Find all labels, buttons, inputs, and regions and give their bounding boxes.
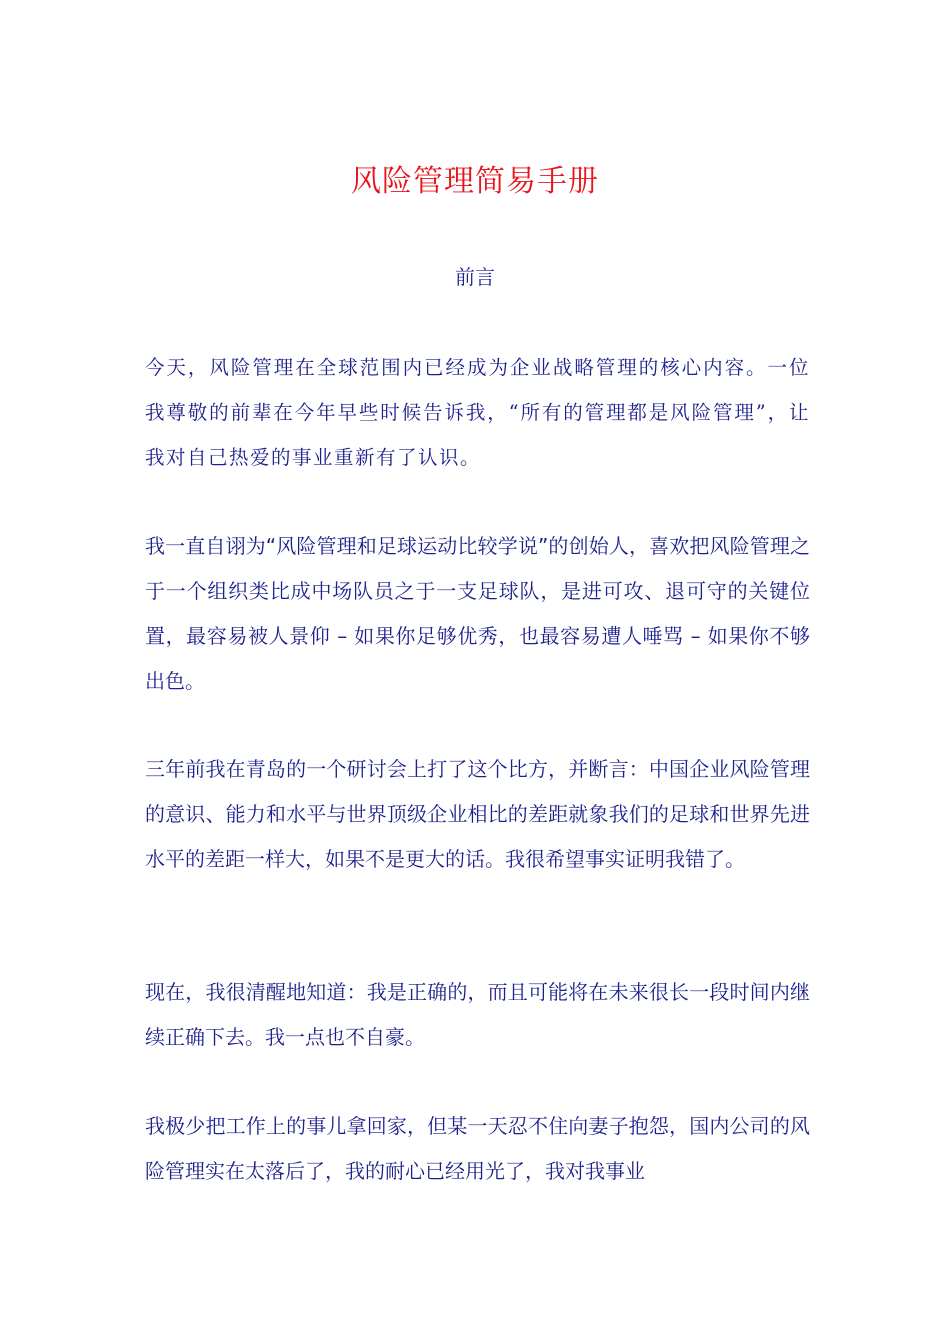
paragraph: 现在，我很清醒地知道：我是正确的，而且可能将在未来很长一段时间内继续正确下去。我一点也不自豪。	[145, 980, 810, 1049]
paragraph: 我极少把工作上的事儿拿回家，但某一天忍不住向妻子抱怨，国内公司的风险管理实在太落后了，我的耐心已经用光了，我对我事业	[145, 1114, 810, 1183]
document-title: 风险管理简易手册	[351, 164, 599, 199]
paragraph: 今天，风险管理在全球范围内已经成为企业战略管理的核心内容。一位我尊敬的前辈在今年早些时候告诉我，“所有的管理都是风险管理”，让我对自己热爱的事业重新有了认识。	[145, 356, 810, 469]
paragraph: 我一直自诩为“风险管理和足球运动比较学说”的创始人，喜欢把风险管理之于一个组织类比成中场队员之于一支足球队，是进可攻、退可守的关键位置，最容易被人景仰 – 如果你足够优秀，也最容易遭人唾骂 – 如果你不够出色。	[145, 534, 810, 693]
section-heading: 前言	[455, 265, 495, 289]
paragraph: 三年前我在青岛的一个研讨会上打了这个比方，并断言：中国企业风险管理的意识、能力和水平与世界顶级企业相比的差距就象我们的足球和世界先进水平的差距一样大，如果不是更大的话。我很希望事实证明我错了。	[145, 757, 810, 871]
